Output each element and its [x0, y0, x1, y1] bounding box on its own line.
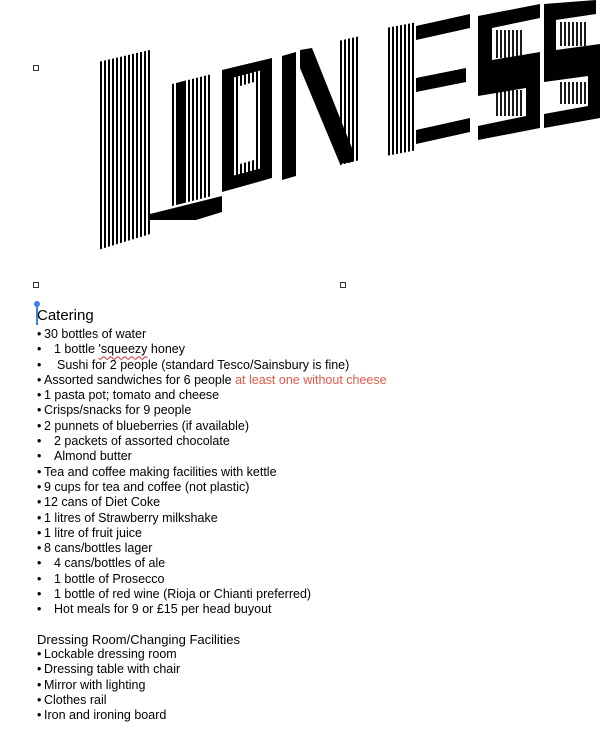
list-item	[37, 342, 577, 357]
bullet-glyph: •	[37, 388, 42, 403]
item-text: 1 bottle of Prosecco	[54, 571, 165, 586]
bullet-glyph: •	[37, 571, 42, 586]
list-item	[37, 693, 577, 708]
bullet-glyph: •	[37, 541, 42, 556]
bullet-glyph: •	[37, 693, 42, 708]
image-resize-handle-top-left[interactable]	[33, 65, 39, 71]
item-text: honey	[147, 342, 185, 357]
lioness-logo	[0, 0, 600, 262]
logo-letter-i	[170, 70, 214, 210]
bullet-glyph: •	[37, 602, 42, 617]
bullet-glyph: •	[37, 510, 42, 525]
bullet-glyph: •	[37, 479, 42, 494]
item-text: Dressing table with chair	[44, 662, 181, 677]
item-text: Crisps/snacks for 9 people	[44, 403, 192, 418]
item-text: 30 bottles of water	[44, 327, 147, 341]
image-resize-handle-bottom-center[interactable]	[340, 282, 346, 288]
bullet-glyph: •	[37, 662, 42, 677]
list-item	[37, 572, 577, 587]
image-resize-handle-bottom-left[interactable]	[33, 282, 39, 288]
item-text: 1 bottle	[54, 342, 99, 357]
bullet-glyph: •	[37, 677, 42, 692]
logo-letter-o	[222, 58, 272, 192]
logo-letter-n	[282, 36, 362, 180]
list-item	[37, 662, 577, 677]
bullet-glyph: •	[37, 464, 42, 479]
item-text: 8 cans/bottles lager	[44, 541, 153, 556]
list-item	[37, 358, 577, 373]
logo-letter-e	[386, 14, 470, 160]
bullet-glyph: •	[37, 342, 42, 357]
item-text: Hot meals for 9 or £15 per head buyout	[54, 602, 272, 617]
logo-letter-s	[478, 4, 540, 140]
item-note-highlight: at least one without cheese	[235, 372, 387, 387]
catering-heading: Catering	[37, 307, 94, 324]
logo-letter-s-2	[544, 0, 600, 128]
item-text: Tea and coffee making facilities with kettle	[44, 464, 277, 479]
item-text: 9 cups for tea and coffee (not plastic)	[44, 479, 250, 494]
lioness-logo-artwork	[0, 0, 600, 262]
list-item	[37, 434, 577, 449]
bullet-glyph: •	[37, 556, 42, 571]
bullet-glyph: •	[37, 357, 42, 372]
list-item	[37, 495, 577, 510]
item-text: 1 litre of fruit juice	[44, 525, 142, 540]
list-item	[37, 587, 577, 602]
list-item	[37, 647, 577, 662]
section-spacer	[37, 618, 577, 632]
bullet-glyph: •	[37, 403, 42, 418]
bullet-glyph: •	[37, 372, 42, 387]
bullet-glyph: •	[37, 434, 42, 449]
list-item	[37, 602, 577, 617]
item-text: Almond butter	[54, 449, 132, 464]
list-item	[37, 388, 577, 403]
bullet-glyph: •	[37, 418, 42, 433]
list-item	[37, 556, 577, 571]
list-item	[37, 541, 577, 556]
list-item	[37, 403, 577, 418]
list-item	[37, 327, 577, 342]
item-text: 12 cans of Diet Coke	[44, 495, 161, 510]
list-item	[37, 419, 577, 434]
list-item	[37, 678, 577, 693]
item-text: 1 bottle of red wine (Rioja or Chianti preferred)	[54, 587, 312, 602]
document-body[interactable]	[37, 307, 577, 724]
list-item	[37, 480, 577, 495]
bullet-glyph: •	[37, 327, 42, 341]
bullet-glyph: •	[37, 647, 42, 662]
bullet-glyph: •	[37, 587, 42, 602]
item-text: 1 pasta pot; tomato and cheese	[44, 388, 220, 403]
item-text: Clothes rail	[44, 693, 107, 708]
catering-list	[37, 327, 577, 618]
bullet-glyph: •	[37, 449, 42, 464]
list-item	[37, 526, 577, 541]
item-text: Assorted sandwiches for 6 people	[44, 372, 236, 387]
bullet-glyph: •	[37, 495, 42, 510]
list-item	[37, 465, 577, 480]
spellcheck-flagged-word[interactable]: 'squeezy	[98, 342, 148, 357]
item-text: 2 packets of assorted chocolate	[54, 434, 230, 449]
list-item	[37, 708, 577, 723]
item-text: Mirror with lighting	[44, 677, 146, 692]
bullet-glyph: •	[37, 708, 42, 723]
dressing-room-heading: Dressing Room/Changing Facilities	[37, 631, 241, 647]
bullet-glyph: •	[37, 525, 42, 540]
list-item	[37, 449, 577, 464]
item-text: Iron and ironing board	[44, 708, 167, 723]
list-item	[37, 373, 577, 388]
item-text: 4 cans/bottles of ale	[54, 556, 166, 571]
item-text: 1 litres of Strawberry milkshake	[44, 510, 218, 525]
dressing-room-list	[37, 647, 577, 723]
item-text: 2 punnets of blueberries (if available)	[44, 418, 249, 433]
item-text: Sushi for 2 people (standard Tesco/Sainsbury is fine)	[57, 357, 350, 372]
list-item	[37, 511, 577, 526]
item-text: Lockable dressing room	[44, 647, 177, 662]
